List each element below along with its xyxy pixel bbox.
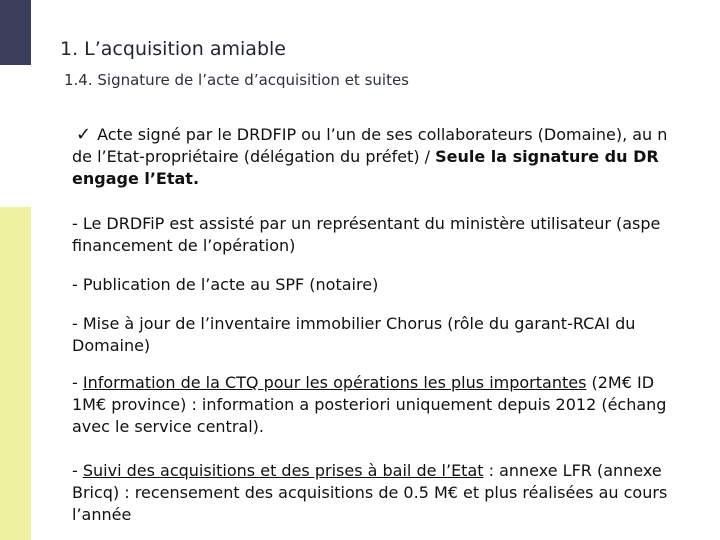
slide-subtitle: 1.4. Signature de l’acte d’acquisition et suites xyxy=(64,71,409,89)
item-publication-line1: - Publication de l’acte au SPF (notaire) xyxy=(72,275,379,294)
bullet-signature-line2 xyxy=(72,146,667,168)
bullet-signature xyxy=(72,124,667,190)
item-drdfip xyxy=(72,213,660,257)
item-ctq-line2: 1M€ province) : information a posteriori uniquement depuis 2012 (échang xyxy=(72,395,667,414)
bullet-signature-text1: Acte signé par le DRDFIP ou l’un de ses collaborateurs (Domaine), au n xyxy=(97,125,668,144)
item-suivi-underlined: Suivi des acquisitions et des prises à bail de l’Etat xyxy=(82,461,484,480)
bullet-signature-line1 xyxy=(76,124,667,146)
accent-bar-top xyxy=(0,0,31,65)
item-ctq xyxy=(72,372,666,438)
item-suivi-dash: - xyxy=(72,461,83,480)
item-suivi-line3: l’année xyxy=(72,505,132,524)
item-drdfip-line1: - Le DRDFiP est assisté par un représentant du ministère utilisateur (aspe xyxy=(72,214,661,233)
bullet-signature-bold2: Seule la signature du DR xyxy=(435,147,659,166)
item-chorus-line2: Domaine) xyxy=(72,336,151,355)
item-chorus xyxy=(72,313,635,357)
checkmark-icon: ✓ xyxy=(76,124,92,145)
item-ctq-underlined: Information de la CTQ pour les opérations les plus importantes xyxy=(82,373,587,392)
item-suivi xyxy=(72,460,667,526)
bullet-signature-bold3: engage l’Etat. xyxy=(72,169,200,188)
item-suivi-line1 xyxy=(72,460,667,482)
slide-title: 1. L’acquisition amiable xyxy=(60,38,286,60)
item-publication xyxy=(72,274,378,296)
item-suivi-rest: : annexe LFR (annexe xyxy=(483,461,662,480)
bullet-signature-text2: de l’Etat-propriétaire (délégation du préfet) / xyxy=(72,147,436,166)
item-suivi-line2: Bricq) : recensement des acquisitions de 0.5 M€ et plus réalisées au cours xyxy=(72,483,668,502)
item-chorus-line1: - Mise à jour de l’inventaire immobilier Chorus (rôle du garant-RCAI du xyxy=(72,314,636,333)
item-ctq-dash: - xyxy=(72,373,83,392)
item-ctq-line3: avec le service central). xyxy=(72,417,264,436)
item-ctq-line1 xyxy=(72,372,666,394)
item-ctq-rest: (2M€ ID xyxy=(586,373,655,392)
accent-bar-bottom xyxy=(0,207,31,540)
item-drdfip-line2: financement de l’opération) xyxy=(72,236,296,255)
bullet-signature-line3 xyxy=(72,168,667,190)
